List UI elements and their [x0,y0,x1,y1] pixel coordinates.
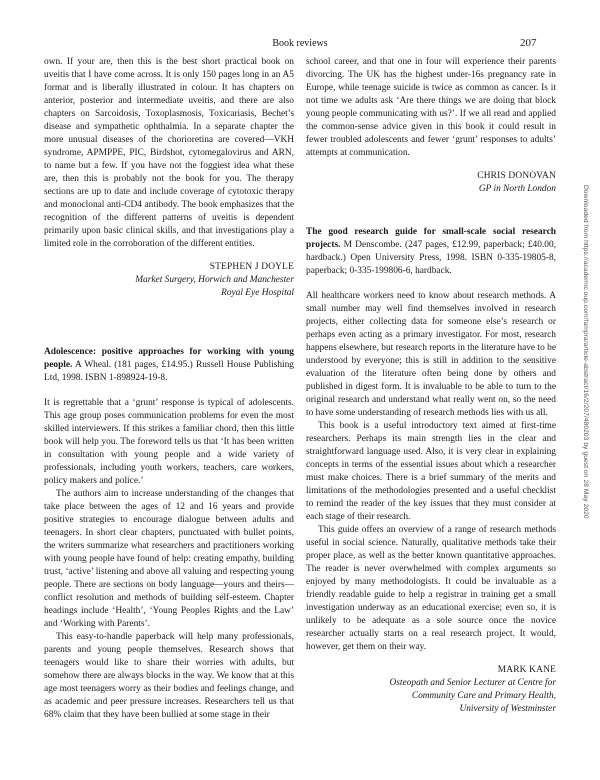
review2-paragraph: This easy-to-handle paperback will help many professionals, parents and young people themselves. Research shows that teenagers would like to share their worries with adults, but somehow there are always blocks in the way. We know that at this age most teenagers worry as their bodies and feelings change, and as academic and peer pressure increases. Researchers tell us that 68% claim that they have been bullied at some stage in their [44,632,294,720]
review3-reviewer-name: MARK KANE [497,665,556,675]
review3-paragraph: This guide offers an overview of a range of research methods useful in social science. Naturally, qualitative methods take their proper place, as well as the better known quantitative approaches. The reader is never overwhelmed with complex arguments so enjoyed by many methodologists. It could be invaluable as a friendly readable guide to help a registrar in training get a small investigation underway as an educational exercise; even so, it is unlikely to be adequate as a sole source once the novice researcher actually starts on a real research project. It would, however, get them on their way. [306,525,556,652]
review3-paragraph: This book is a useful introductory text aimed at first-time researchers. Perhaps its main strength lies in the clear and straightforward language used. Also, it is very clear in explaining concepts in terms of the essential issues about which a researcher must make choices. There is a brief summary of the merits and limitations of the methodologies presented and a useful checklist to remind the reader of the key issues that they must consider at each stage of their research. [306,421,556,522]
review3-book-details: M Denscombe. (247 pages, £12.99, paperback; £40.00, hardback.) Open University Press, 1998. ISBN 0-335-19805-8, paperback; 0-335-199806-6, hardback. [306,240,556,276]
review2-paragraph: It is regrettable that a ‘grunt’ response is typical of adolescents. This age group poses communication problems for even the most skilled interviewers. If this strikes a familiar chord, then this little book will help you. The foreword tells us that ‘It has been written in consultation with young people and a wide variety of professionals, including youth workers, teachers, care workers, policy makers and police.’ [44,398,294,486]
review2-continuation-text: school career, and that one in four will experience their parents divorcing. The UK has the highest under-16s pregnancy rate in Europe, while teenage suicide is twice as common as cancer. Is it not time we adults ask ‘Are there things we are doing that block young people communicating with us?’. If we all read and applied the common-sense advice given in this book it could result in fewer troubled adolescents and fewer ‘grunt’ responses to adults’ attempts at communication. [306,57,556,158]
page-number: 207 [520,37,537,49]
review3-book-heading [306,226,556,278]
review2-reviewer-name: CHRIS DONOVAN [477,171,556,181]
running-header: Book reviews [272,38,328,49]
review2-book-heading [44,346,294,385]
review2-book-title: Adolescence: positive approaches for working with young people. [44,347,294,370]
review1-reviewer-affiliation-1: Market Surgery, Horwich and Manchester [135,275,294,285]
review3-reviewer-affiliation-2: Community Care and Primary Health, [411,691,556,701]
review1-reviewer-name: STEPHEN J DOYLE [209,262,294,272]
review2-book-details: A Wheal. (181 pages, £14.95.) Russell House Publishing Ltd, 1998. ISBN 1-898924-19-8. [44,360,294,383]
review1-continuation-text: own. If your are, then this is the best short practical book on uveitis that I have come across. It is only 150 pages long in an A5 format and is liberally illustrated in colour. It has chapters on anterior, posterior and intermediate uveitis, and there are also chapters on Sarcoidosis, Toxoplasmosis, Toxicariasis, Bechet’s disease and sympathetic ophthalmia. In a separate chapter the more unusual diseases of the chorioretina are covered—VKH syndrome, APMPPE, PIC, Birdshot, cytomegalovirus and ARN, to name but a few. If you have not the foggiest idea what these are, then this is probably not the book for you. The therapy sections are up to date and include coverage of cytotoxic therapy and monoclonal anti-CD4 antibody. The book emphasizes that the recognition of the different patterns of uveitis is dependent primarily upon basic clinical skills, and that investigations play a limited role in the corroboration of the different entities. [44,57,294,249]
review2-paragraph: The authors aim to increase understanding of the changes that take place between the ages of 12 and 16 years and provide positive strategies to encourage dialogue between adults and teenagers. In short clear chapters, punctuated with bullet points, the writers summarize what researchers and practitioners working with young people have found of help: creating empathy, building trust, ‘active’ listening and above all valuing and respecting young people. There are sections on body language—yours and theirs—conflict resolution and methods of building self-esteem. Chapter headings include ‘Health’, ‘Young Peoples Rights and the Law’ and ‘Working with Parents’. [44,489,294,629]
review3-reviewer-affiliation-1: Osteopath and Senior Lecturer at Centre for [389,678,556,688]
review3-reviewer-affiliation-3: University of Westminster [459,704,556,714]
download-watermark [582,185,594,655]
download-watermark-text: Downloaded from https://academic.oup.com/fampra/article-abstract/16/2/207/480203 by guest on 28 May 2020 [582,185,589,519]
review3-paragraph: All healthcare workers need to know about research methods. A small number may well find themselves involved in research projects, either collecting data for someone else’s research or perhaps even acting as a primary investigator. For most, research happens elsewhere, but research reports in the literature have to be understood by everyone; this is still in addition to the sensitive evaluation of the literature often being done by others and published in digest form. It is invaluable to be able to turn to the original research and understand what really went on, so the need to have some understanding of research methods lies with us all. [306,291,556,418]
right-column [306,56,556,716]
left-column [44,56,294,722]
review3-book-title: The good research guide for small-scale social research projects. [306,227,556,250]
review2-reviewer-affiliation: GP in North London [478,184,556,194]
review1-reviewer-affiliation-2: Royal Eye Hospital [221,288,294,298]
